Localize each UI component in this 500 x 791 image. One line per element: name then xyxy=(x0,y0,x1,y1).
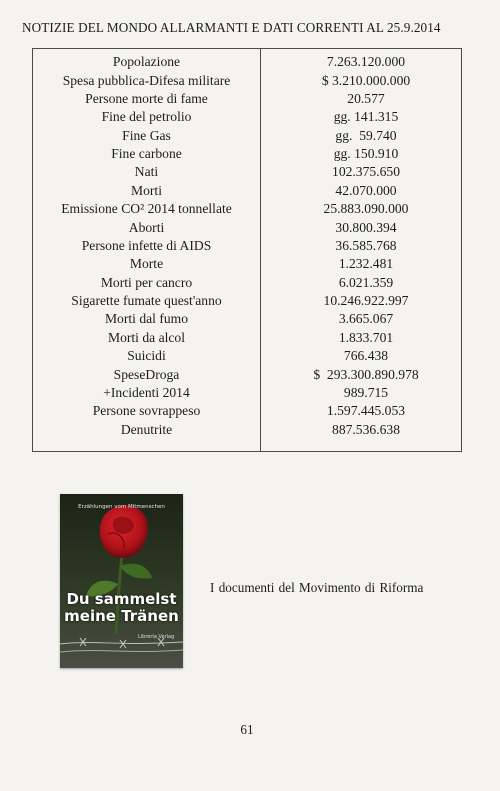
row-value: 1.833.701 xyxy=(338,329,394,345)
row-label: +Incidenti 2014 xyxy=(33,384,261,402)
row-value: 102.375.650 xyxy=(332,164,400,180)
row-label: SpeseDroga xyxy=(33,365,261,383)
row-value: 7.263.120.000 xyxy=(326,54,406,70)
row-value: 36.585.768 xyxy=(335,237,397,253)
row-value: 6.021.359 xyxy=(338,274,394,290)
row-value: 3.665.067 xyxy=(338,311,394,327)
table-row xyxy=(33,90,462,108)
row-label: Morti xyxy=(33,182,261,200)
row-label: Persone sovrappeso xyxy=(33,402,261,420)
page-title: NOTIZIE DEL MONDO ALLARMANTI E DATI CORRENTI AL 25.9.2014 xyxy=(22,20,441,35)
book-cover-publisher: Libreria Verlag xyxy=(138,634,175,640)
book-cover-title xyxy=(62,591,181,625)
row-value: gg. 150.910 xyxy=(333,146,399,162)
row-label: Fine del petrolio xyxy=(33,108,261,126)
row-label: Emissione CO² 2014 tonnellate xyxy=(33,200,261,218)
table-row xyxy=(33,218,462,236)
row-value: 42.070.000 xyxy=(335,182,397,198)
row-label: Fine Gas xyxy=(33,127,261,145)
row-label: Persone morte di fame xyxy=(33,90,261,108)
table-row xyxy=(33,108,462,126)
row-label: Morti dal fumo xyxy=(33,310,261,328)
row-value: 30.800.394 xyxy=(335,219,397,235)
table-row xyxy=(33,421,462,452)
book-cover-topline: Erzählungen vom Mitmenschen xyxy=(78,504,165,510)
statistics-table-body xyxy=(33,49,462,452)
row-label: Morte xyxy=(33,255,261,273)
table-row xyxy=(33,163,462,181)
table-row xyxy=(33,71,462,89)
table-row xyxy=(33,200,462,218)
row-label: Sigarette fumate quest'anno xyxy=(33,292,261,310)
row-value: gg. 141.315 xyxy=(333,109,399,125)
row-label: Popolazione xyxy=(33,49,261,72)
row-label: Morti per cancro xyxy=(33,274,261,292)
table-row xyxy=(33,347,462,365)
table-row xyxy=(33,274,462,292)
book-cover-title-line-2: meine Tränen xyxy=(64,607,179,625)
row-label: Denutrite xyxy=(33,421,261,452)
row-value: 887.536.638 xyxy=(332,421,400,437)
row-value: 20.577 xyxy=(347,90,385,106)
row-label: Morti da alcol xyxy=(33,329,261,347)
table-row xyxy=(33,255,462,273)
statistics-table xyxy=(32,48,462,452)
page-number-text: 61 xyxy=(240,722,254,737)
book-cover-title-line-1: Du sammelst xyxy=(66,590,177,608)
row-label: Fine carbone xyxy=(33,145,261,163)
row-value: 1.232.481 xyxy=(338,256,394,272)
row-label: Aborti xyxy=(33,218,261,236)
row-label: Spesa pubblica-Difesa militare xyxy=(33,71,261,89)
book-cover-image xyxy=(60,494,183,668)
table-row xyxy=(33,237,462,255)
row-label: Nati xyxy=(33,163,261,181)
table-row xyxy=(33,292,462,310)
row-value: 766.438 xyxy=(343,348,389,364)
row-value: $ 293.300.890.978 xyxy=(313,366,419,382)
book-cover-art xyxy=(60,494,183,668)
table-row xyxy=(33,365,462,383)
row-value: 25.883.090.000 xyxy=(323,201,409,217)
row-label: Persone infette di AIDS xyxy=(33,237,261,255)
row-value: 989.715 xyxy=(343,384,389,400)
table-row xyxy=(33,384,462,402)
row-value: 1.597.445.053 xyxy=(326,403,406,419)
page-number xyxy=(0,722,500,738)
row-value: 10.246.922.997 xyxy=(323,293,409,309)
table-row xyxy=(33,182,462,200)
table-row xyxy=(33,145,462,163)
row-value: $ 3.210.000.000 xyxy=(321,72,411,88)
table-row xyxy=(33,310,462,328)
table-row xyxy=(33,402,462,420)
book-caption: I documenti del Movimento di Riforma xyxy=(210,580,424,595)
table-row xyxy=(33,49,462,72)
table-row xyxy=(33,127,462,145)
row-value: gg. 59.740 xyxy=(335,127,397,143)
row-label: Suicidi xyxy=(33,347,261,365)
table-row xyxy=(33,329,462,347)
